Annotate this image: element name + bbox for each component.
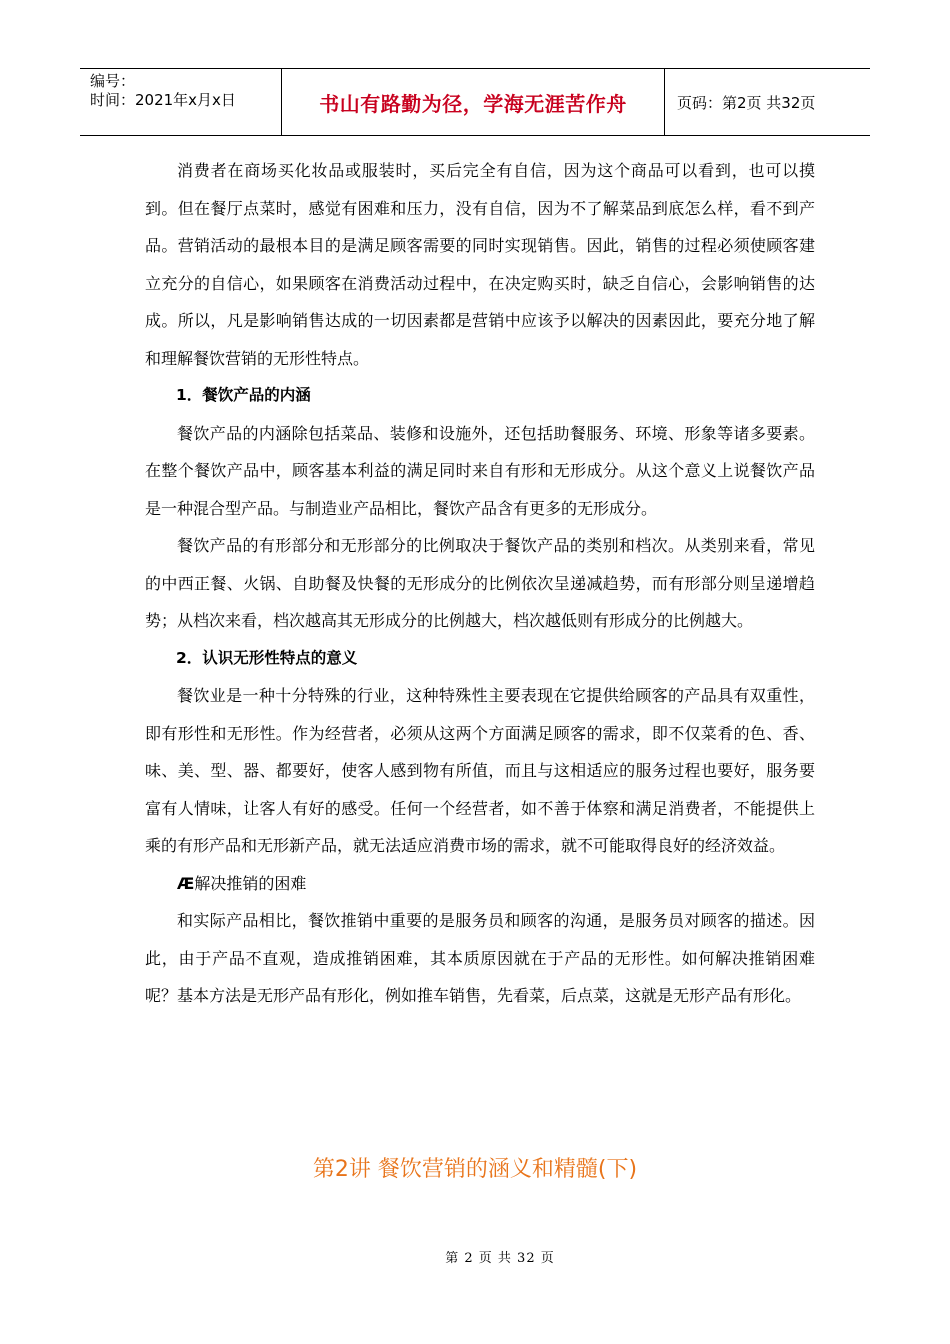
subsection-heading <box>145 865 815 903</box>
document-number-label: 编号： <box>90 72 136 90</box>
document-body <box>145 152 815 1015</box>
page-header <box>80 68 870 136</box>
bullet-glyph: Æ <box>177 873 195 893</box>
header-meta <box>80 69 282 135</box>
paragraph-product-content: 餐饮产品的内涵除包括菜品、装修和设施外，还包括助餐服务、环境、形象等诸多要素。在整个餐饮产品中，顾客基本利益的满足同时来自有形和无形成分。从这个意义上说餐饮产品是一种混合型产品。与制造业产品相比，餐饮产品含有更多的无形成分。 <box>145 423 815 518</box>
subsection-title: 解决推销的困难 <box>194 873 307 893</box>
paragraph-promotion: 和实际产品相比，餐饮推销中重要的是服务员和顾客的沟通，是服务员对顾客的描述。因此，由于产品不直观，造成推销困难，其本质原因就在于产品的无形性。如何解决推销困难呢？基本方法是无形产品有形化，例如推车销售，先看菜，后点菜，这就是无形产品有形化。 <box>145 911 815 1005</box>
section-heading-2: 2．认识无形性特点的意义 <box>176 648 358 667</box>
paragraph-product-ratio: 餐饮产品的有形部分和无形部分的比例取决于餐饮产品的类别和档次。从类别来看，常见的中西正餐、火锅、自助餐及快餐的无形成分的比例依次呈递减趋势，而有形部分则呈递增趋势；从档次来看，档次越高其无形成分的比例越大，档次越低则有形成分的比例越大。 <box>145 536 815 630</box>
paragraph-industry-nature: 餐饮业是一种十分特殊的行业，这种特殊性主要表现在它提供给顾客的产品具有双重性，即有形性和无形性。作为经营者，必须从这两个方面满足顾客的需求，即不仅菜肴的色、香、味、美、型、器、都要好，使客人感到物有所值，而且与这相适应的服务过程也要好，服务要富有人情味，让客人有好的感受。任何一个经营者，如不善于体察和满足消费者，不能提供上乘的有形产品和无形新产品，就无法适应消费市场的需求，就不可能取得良好的经济效益。 <box>145 686 815 855</box>
header-page-info: 页码：第2页 共32页 <box>677 93 816 112</box>
lecture-title: 第2讲 餐饮营销的涵义和精髓(下) <box>312 1157 638 1182</box>
section-heading-1: 1．餐饮产品的内涵 <box>176 386 311 404</box>
paragraph-intro: 消费者在商场买化妆品或服装时，买后完全有自信，因为这个商品可以看到，也可以摸到。但在餐厅点菜时，感觉有困难和压力，没有自信，因为不了解菜品到底怎么样，看不到产品。营销活动的最根本目的是满足顾客需要的同时实现销售。因此，销售的过程必须使顾客建立充分的自信心，如果顾客在消费活动过程中，在决定购买时，缺乏自信心，会影响销售的达成。所以，凡是影响销售达成的一切因素都是营销中应该予以解决的因素因此，要充分地了解和理解餐饮营销的无形性特点。 <box>145 161 815 368</box>
page-footer: 第 2 页 共 32 页 <box>445 1251 555 1266</box>
header-motto: 书山有路勤为径，学海无涯苦作舟 <box>282 69 665 135</box>
document-date-label: 时间：2021年x月x日 <box>90 91 236 109</box>
